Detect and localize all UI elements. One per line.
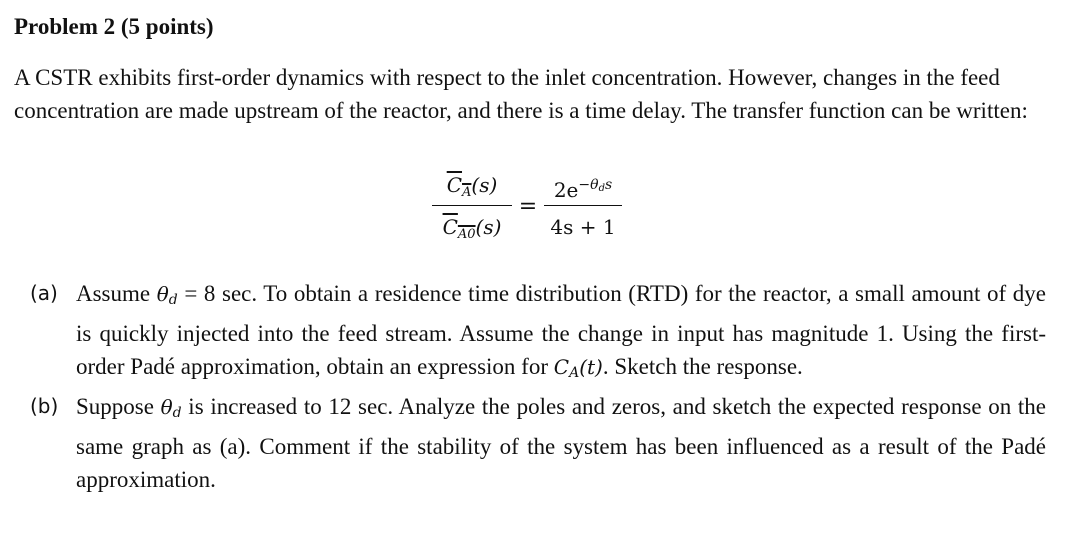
problem-parts xyxy=(30,277,1046,496)
theta-d-symbol: θd xyxy=(160,395,182,421)
ca-of-t-symbol: CA(t) xyxy=(553,355,603,381)
theta-d-symbol: θd xyxy=(156,282,178,308)
problem-title: Problem 2 (5 points) xyxy=(14,14,214,39)
part-a-label: (a) xyxy=(30,281,58,305)
equals-sign: = xyxy=(518,194,538,219)
rhs-fraction-bar xyxy=(544,205,622,206)
part-a: (a) Assume θd = 8 sec. To obtain a residence time distribution (RTD) for the reactor, a small amount of dye is quickly injected into the feed stream. Assume the change in input has magnitude 1. Using the first-order Padé approximation, obtain an expression for CA(t). Sketch the response. xyxy=(30,277,1046,390)
part-b-label: (b) xyxy=(30,394,59,418)
problem-intro: A CSTR exhibits first-order dynamics with respect to the inlet concentration. However, changes in the feed concentration are made upstream of the reactor, and there is a time delay. The transfer function can be written: xyxy=(14,65,1028,123)
rhs-numerator: $2e^{-\theta ds}$ xyxy=(553,177,613,202)
lhs-fraction-bar xyxy=(432,205,512,206)
lhs-denominator: $C_{A0}(s)$ xyxy=(442,215,502,242)
rhs-fraction xyxy=(544,168,622,244)
transfer-function-equation xyxy=(432,168,642,252)
rhs-denominator: 4s + 1 xyxy=(550,215,616,239)
part-b: (b) Suppose θd is increased to 12 sec. Analyze the poles and zeros, and sketch the expected response on the same graph as (a). Comment if the stability of the system has been influenced as a result of the Padé approximation. xyxy=(30,390,1046,496)
lhs-numerator: $C_A(s)$ xyxy=(446,173,498,200)
lhs-fraction xyxy=(432,168,512,244)
